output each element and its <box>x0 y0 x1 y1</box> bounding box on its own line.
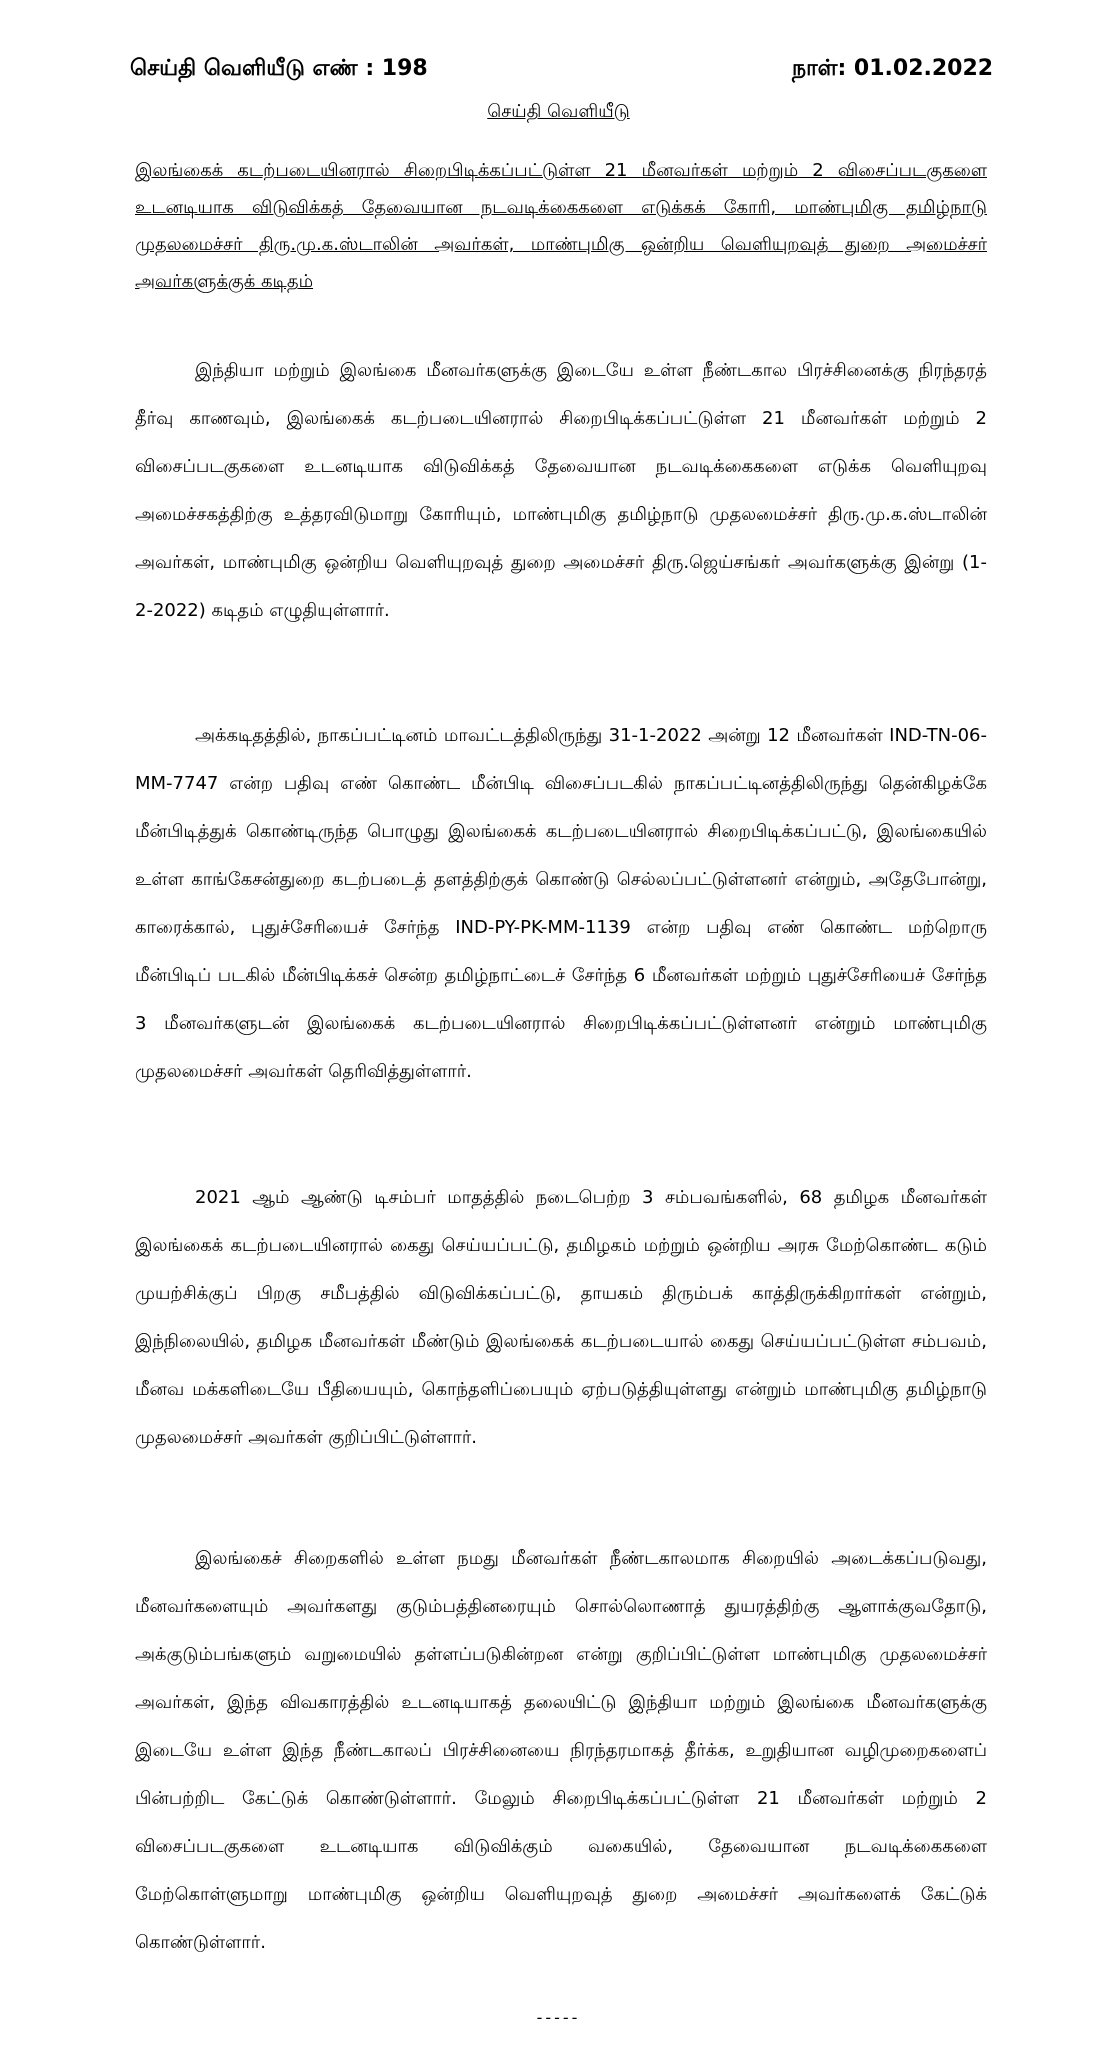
paragraph-2: அக்கடிதத்தில், நாகப்பட்டினம் மாவட்டத்திலிருந்து 31-1-2022 அன்று 12 மீனவர்கள் IND-TN-06-MM-7747 என்ற பதிவு எண் கொண்ட மீன்பிடி விசைப்படகில் நாகப்பட்டினத்திலிருந்து தென்கிழக்கே மீன்பிடித்துக் கொண்டிருந்த பொழுது இலங்கைக் கடற்படையினரால் சிறைபிடிக்கப்பட்டு, இலங்கையில் உள்ள காங்கேசன்துறை கடற்படைத் தளத்திற்குக் கொண்டு செல்லப்பட்டுள்ளனர் என்றும், அதேபோன்று, காரைக்கால், புதுச்சேரியைச் சேர்ந்த IND-PY-PK-MM-1139 என்ற பதிவு எண் கொண்ட மற்றொரு மீன்பிடிப் படகில் மீன்பிடிக்கச் சென்ற தமிழ்நாட்டைச் சேர்ந்த 6 மீனவர்கள் மற்றும் புதுச்சேரியைச் சேர்ந்த 3 மீனவர்களுடன் இலங்கைக் கடற்படையினரால் சிறைபிடிக்கப்பட்டுள்ளனர் என்றும் மாண்புமிகு முதலமைச்சர் அவர்கள் தெரிவித்துள்ளார். <box>135 725 987 1082</box>
subject-heading: இலங்கைக் கடற்படையினரால் சிறைபிடிக்கப்பட்டுள்ள 21 மீனவர்கள் மற்றும் 2 விசைப்படகுகளை உடனடியாக விடுவிக்கத் தேவையான நடவடிக்கைகளை எடுக்கக் கோரி, மாண்புமிகு தமிழ்நாடு முதலமைச்சர் திரு.மு.க.ஸ்டாலின் அவர்கள், மாண்புமிகு ஒன்றிய வெளியுறவுத் துறை அமைச்சர் அவர்களுக்குக் கடிதம் <box>135 160 987 292</box>
paragraph-3: 2021 ஆம் ஆண்டு டிசம்பர் மாதத்தில் நடைபெற்ற 3 சம்பவங்களில், 68 தமிழக மீனவர்கள் இலங்கைக் கடற்படையினரால் கைது செய்யப்பட்டு, தமிழகம் மற்றும் ஒன்றிய அரசு மேற்கொண்ட கடும் முயற்சிக்குப் பிறகு சமீபத்தில் விடுவிக்கப்பட்டு, தாயகம் திரும்பக் காத்திருக்கிறார்கள் என்றும், இந்நிலையில், தமிழக மீனவர்கள் மீண்டும் இலங்கைக் கடற்படையால் கைது செய்யப்பட்டுள்ள சம்பவம், மீனவ மக்களிடையே பீதியையும், கொந்தளிப்பையும் ஏற்படுத்தியுள்ளது என்றும் மாண்புமிகு தமிழ்நாடு முதலமைச்சர் அவர்கள் குறிப்பிட்டுள்ளார். <box>135 1187 987 1448</box>
document-title: செய்தி வெளியீடு <box>487 101 630 122</box>
end-mark: ----- <box>536 2008 581 2027</box>
paragraph-4: இலங்கைச் சிறைகளில் உள்ள நமது மீனவர்கள் நீண்டகாலமாக சிறையில் அடைக்கப்படுவது, மீனவர்களையும் அவர்களது குடும்பத்தினரையும் சொல்லொணாத் துயரத்திற்கு ஆளாக்குவதோடு, அக்குடும்பங்களும் வறுமையில் தள்ளப்படுகின்றன என்று குறிப்பிட்டுள்ள மாண்புமிகு முதலமைச்சர் அவர்கள், இந்த விவகாரத்தில் உடனடியாகத் தலையிட்டு இந்தியா மற்றும் இலங்கை மீனவர்களுக்கு இடையே உள்ள இந்த நீண்டகாலப் பிரச்சினையை நிரந்தரமாகத் தீர்க்க, உறுதியான வழிமுறைகளைப் பின்பற்றிட கேட்டுக் கொண்டுள்ளார். மேலும் சிறைபிடிக்கப்பட்டுள்ள 21 மீனவர்கள் மற்றும் 2 விசைப்படகுகளை உடனடியாக விடுவிக்கும் வகையில், தேவையான நடவடிக்கைகளை மேற்கொள்ளுமாறு மாண்புமிகு ஒன்றிய வெளியுறவுத் துறை அமைச்சர் அவர்களைக் கேட்டுக் கொண்டுள்ளார். <box>135 1548 987 1953</box>
release-number: செய்தி வெளியீடு எண் : 198 <box>130 56 428 81</box>
paragraph-1: இந்தியா மற்றும் இலங்கை மீனவர்களுக்கு இடையே உள்ள நீண்டகால பிரச்சினைக்கு நிரந்தரத் தீர்வு காணவும், இலங்கைக் கடற்படையினரால் சிறைபிடிக்கப்பட்டுள்ள 21 மீனவர்கள் மற்றும் 2 விசைப்படகுகளை உடனடியாக விடுவிக்கத் தேவையான நடவடிக்கைகளை எடுக்க வெளியுறவு அமைச்சகத்திற்கு உத்தரவிடுமாறு கோரியும், மாண்புமிகு தமிழ்நாடு முதலமைச்சர் திரு.மு.க.ஸ்டாலின் அவர்கள், மாண்புமிகு ஒன்றிய வெளியுறவுத் துறை அமைச்சர் திரு.ஜெய்சங்கர் அவர்களுக்கு இன்று (1-2-2022) கடிதம் எழுதியுள்ளார். <box>135 360 987 621</box>
release-date: நாள்: 01.02.2022 <box>792 56 994 81</box>
